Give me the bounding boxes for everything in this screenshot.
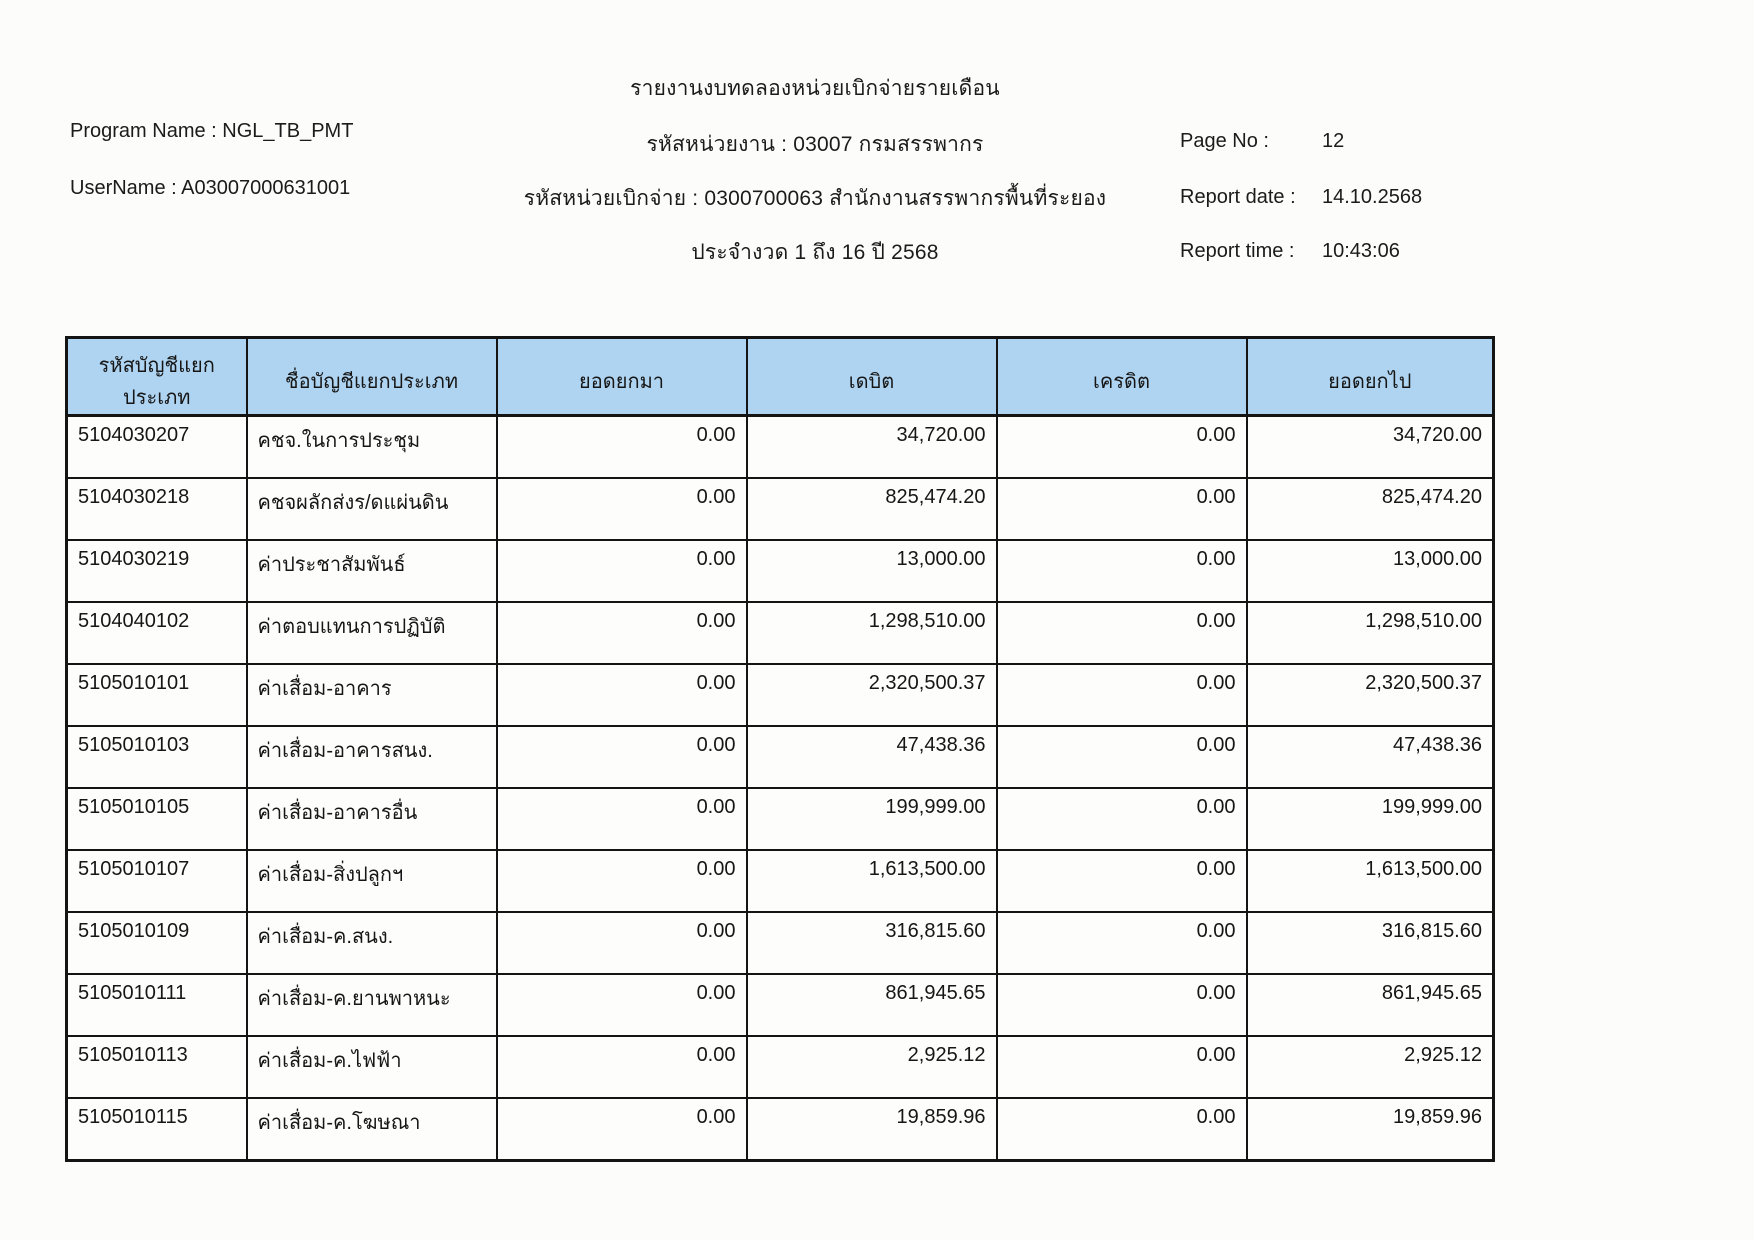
page-no-value: 12	[1322, 130, 1345, 152]
table-row	[67, 788, 1494, 850]
table-row	[67, 974, 1494, 1036]
cell-account-name: ค่าเสื่อม-อาคารสนง.	[247, 726, 497, 788]
cell-account-name: ค่าเสื่อม-ค.สนง.	[247, 912, 497, 974]
report-title	[0, 72, 1630, 105]
cell-account-code: 5105010115	[67, 1098, 247, 1161]
table-body	[67, 416, 1494, 1161]
period-text: ประจำงวด 1 ถึง 16 ปี 2568	[691, 241, 939, 264]
cell-credit: 0.00	[997, 416, 1247, 479]
col-header-credit: เครดิต	[997, 338, 1247, 416]
cell-account-code: 5104030207	[67, 416, 247, 479]
cell-account-code: 5105010103	[67, 726, 247, 788]
cell-account-code: 5104040102	[67, 602, 247, 664]
cell-brought-forward: 0.00	[497, 540, 747, 602]
report-date-value: 14.10.2568	[1322, 186, 1423, 208]
cell-credit: 0.00	[997, 1036, 1247, 1098]
cell-credit: 0.00	[997, 788, 1247, 850]
report-title-text: รายงานงบทดลองหน่วยเบิกจ่ายรายเดือน	[630, 77, 1000, 100]
cell-debit: 199,999.00	[747, 788, 997, 850]
cell-carried-forward: 316,815.60	[1247, 912, 1494, 974]
cell-carried-forward: 2,925.12	[1247, 1036, 1494, 1098]
cell-debit: 1,298,510.00	[747, 602, 997, 664]
col-header-brought-forward: ยอดยกมา	[497, 338, 747, 416]
cell-account-code: 5105010107	[67, 850, 247, 912]
cell-carried-forward: 19,859.96	[1247, 1098, 1494, 1161]
cell-account-name: ค่าเสื่อม-ค.ยานพาหนะ	[247, 974, 497, 1036]
cell-brought-forward: 0.00	[497, 726, 747, 788]
report-date-label: Report date :	[1180, 186, 1296, 208]
cell-account-code: 5104030219	[67, 540, 247, 602]
col-header-account-name: ชื่อบัญชีแยกประเภท	[247, 338, 497, 416]
cell-credit: 0.00	[997, 540, 1247, 602]
disbursement-unit-text: รหัสหน่วยเบิกจ่าย : 0300700063 สำนักงานสรรพากรพื้นที่ระยอง	[523, 187, 1107, 210]
table-row	[67, 912, 1494, 974]
table-header	[67, 338, 1494, 416]
table-row	[67, 664, 1494, 726]
cell-account-name: คชจผลักส่งร/ดแผ่นดิน	[247, 478, 497, 540]
cell-account-code: 5104030218	[67, 478, 247, 540]
cell-account-name: ค่าเสื่อม-สิ่งปลูกฯ	[247, 850, 497, 912]
cell-brought-forward: 0.00	[497, 974, 747, 1036]
table-row	[67, 478, 1494, 540]
cell-brought-forward: 0.00	[497, 416, 747, 479]
table-row	[67, 602, 1494, 664]
cell-debit: 861,945.65	[747, 974, 997, 1036]
cell-debit: 13,000.00	[747, 540, 997, 602]
table-row	[67, 850, 1494, 912]
cell-carried-forward: 2,320,500.37	[1247, 664, 1494, 726]
cell-credit: 0.00	[997, 602, 1247, 664]
cell-brought-forward: 0.00	[497, 602, 747, 664]
agency-code-line	[0, 128, 1630, 161]
table-header-row	[67, 338, 1494, 416]
program-name-line: Program Name : NGL_TB_PMT	[70, 120, 354, 142]
col-header-account-code: รหัสบัญชีแยกประเภท	[67, 338, 247, 416]
cell-debit: 47,438.36	[747, 726, 997, 788]
cell-account-name: ค่าประชาสัมพันธ์	[247, 540, 497, 602]
table-row	[67, 1098, 1494, 1161]
cell-debit: 316,815.60	[747, 912, 997, 974]
cell-account-code: 5105010101	[67, 664, 247, 726]
cell-debit: 2,925.12	[747, 1036, 997, 1098]
cell-credit: 0.00	[997, 850, 1247, 912]
cell-debit: 1,613,500.00	[747, 850, 997, 912]
table-row	[67, 540, 1494, 602]
cell-credit: 0.00	[997, 726, 1247, 788]
cell-account-code: 5105010113	[67, 1036, 247, 1098]
cell-carried-forward: 861,945.65	[1247, 974, 1494, 1036]
cell-account-name: ค่าเสื่อม-อาคาร	[247, 664, 497, 726]
cell-carried-forward: 1,613,500.00	[1247, 850, 1494, 912]
report-time-label: Report time :	[1180, 240, 1295, 262]
cell-brought-forward: 0.00	[497, 664, 747, 726]
report-time-value: 10:43:06	[1322, 240, 1400, 262]
cell-brought-forward: 0.00	[497, 850, 747, 912]
cell-brought-forward: 0.00	[497, 1036, 747, 1098]
cell-account-name: ค่าเสื่อม-ค.ไฟฟ้า	[247, 1036, 497, 1098]
cell-account-name: ค่าเสื่อม-อาคารอื่น	[247, 788, 497, 850]
agency-code-text: รหัสหน่วยงาน : 03007 กรมสรรพากร	[646, 133, 984, 156]
cell-credit: 0.00	[997, 974, 1247, 1036]
cell-carried-forward: 34,720.00	[1247, 416, 1494, 479]
cell-brought-forward: 0.00	[497, 1098, 747, 1161]
cell-carried-forward: 1,298,510.00	[1247, 602, 1494, 664]
cell-carried-forward: 13,000.00	[1247, 540, 1494, 602]
cell-credit: 0.00	[997, 664, 1247, 726]
col-header-debit: เดบิต	[747, 338, 997, 416]
cell-account-code: 5105010105	[67, 788, 247, 850]
cell-carried-forward: 47,438.36	[1247, 726, 1494, 788]
table-row	[67, 726, 1494, 788]
cell-brought-forward: 0.00	[497, 912, 747, 974]
cell-account-name: ค่าเสื่อม-ค.โฆษณา	[247, 1098, 497, 1161]
cell-account-code: 5105010111	[67, 974, 247, 1036]
cell-credit: 0.00	[997, 912, 1247, 974]
cell-debit: 19,859.96	[747, 1098, 997, 1161]
cell-debit: 825,474.20	[747, 478, 997, 540]
cell-brought-forward: 0.00	[497, 788, 747, 850]
cell-debit: 34,720.00	[747, 416, 997, 479]
cell-carried-forward: 199,999.00	[1247, 788, 1494, 850]
cell-debit: 2,320,500.37	[747, 664, 997, 726]
page-no-label: Page No :	[1180, 130, 1269, 152]
cell-carried-forward: 825,474.20	[1247, 478, 1494, 540]
cell-credit: 0.00	[997, 1098, 1247, 1161]
table-row	[67, 1036, 1494, 1098]
cell-credit: 0.00	[997, 478, 1247, 540]
trial-balance-table	[65, 336, 1495, 1162]
table-row	[67, 416, 1494, 479]
cell-account-name: ค่าตอบแทนการปฏิบัติ	[247, 602, 497, 664]
cell-brought-forward: 0.00	[497, 478, 747, 540]
cell-account-code: 5105010109	[67, 912, 247, 974]
username-line: UserName : A03007000631001	[70, 177, 351, 199]
cell-account-name: คชจ.ในการประชุม	[247, 416, 497, 479]
col-header-carried-forward: ยอดยกไป	[1247, 338, 1494, 416]
